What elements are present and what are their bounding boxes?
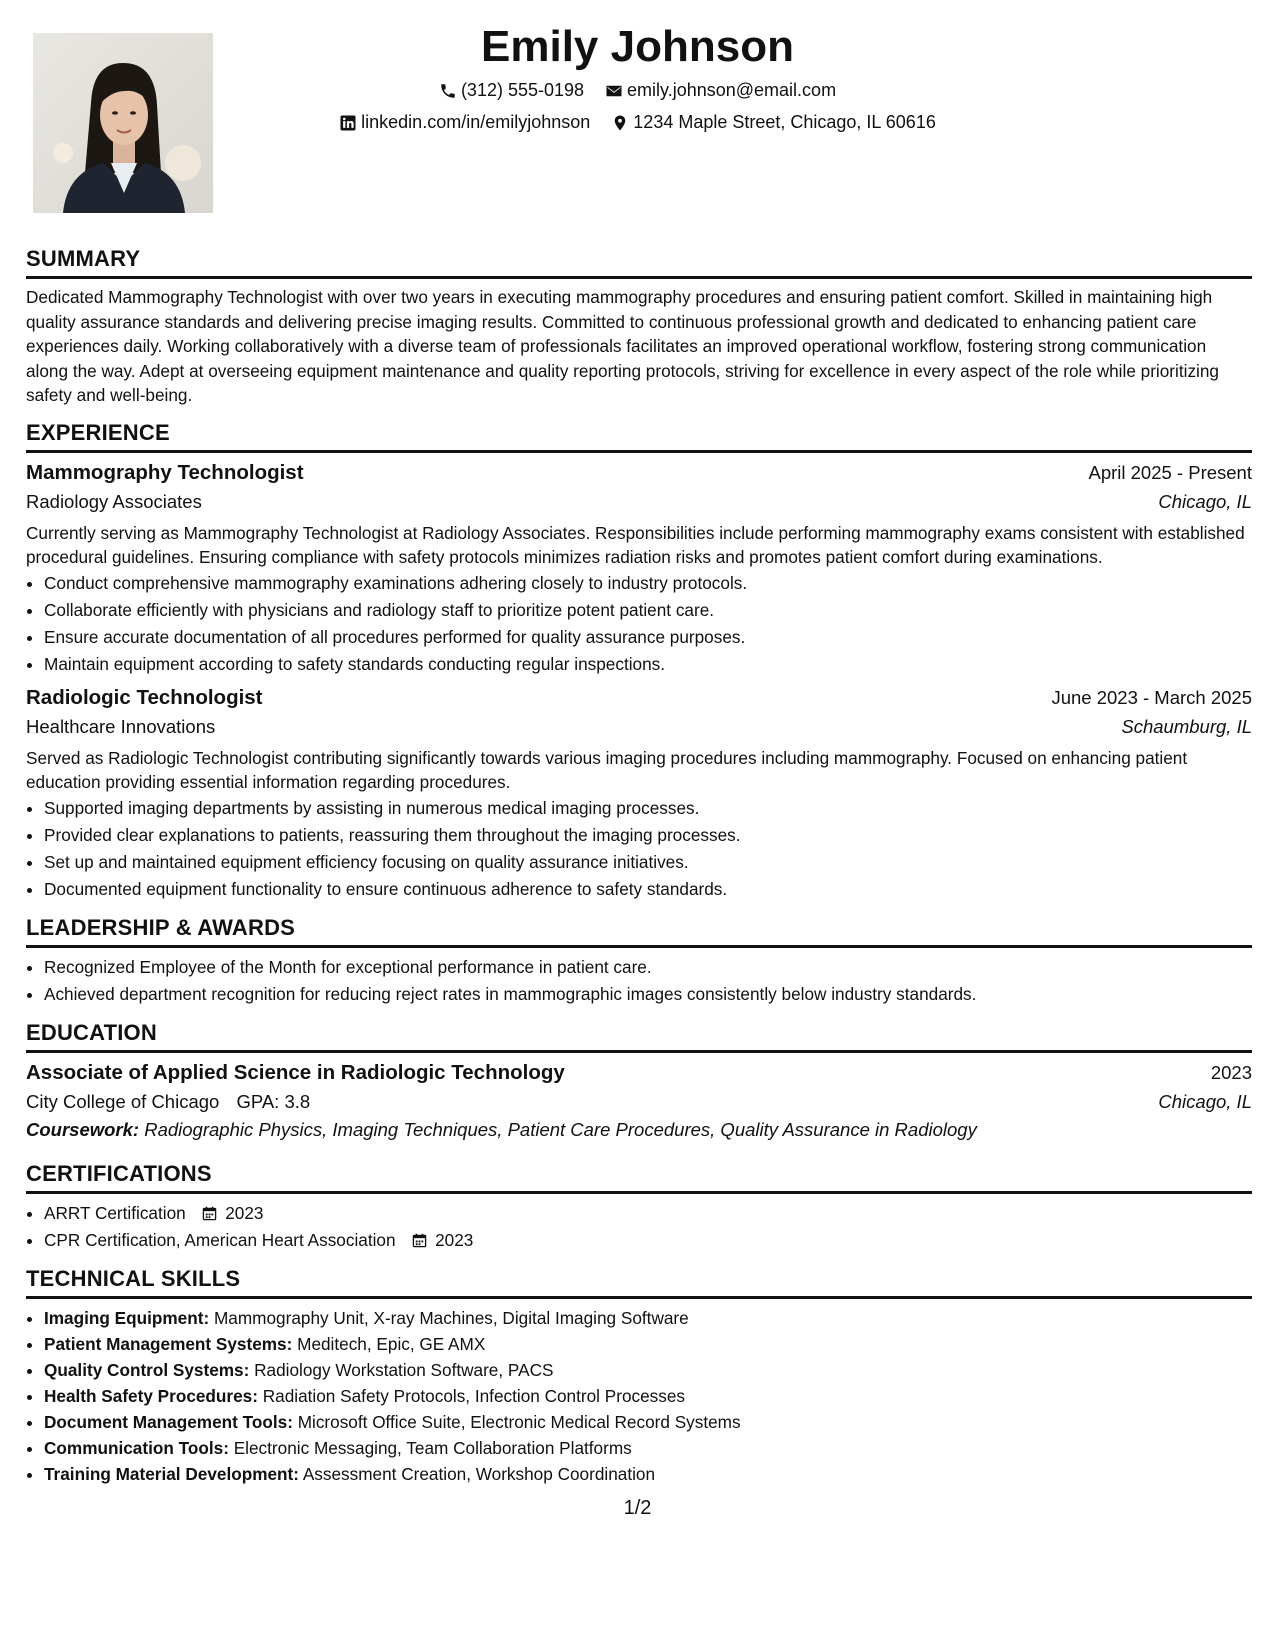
section-title-certifications: CERTIFICATIONS <box>26 1161 1252 1194</box>
street-address: 1234 Maple Street, Chicago, IL 60616 <box>633 112 936 132</box>
linkedin-icon <box>339 114 357 132</box>
page-number: 1/2 <box>623 1497 652 1519</box>
list-item: • Achieved department recognition for reducing reject rates in mammographic images consistently below industry standards. <box>44 981 1252 1008</box>
degree-title: Associate of Applied Science in Radiologic Technology <box>26 1060 565 1084</box>
job-entry <box>26 686 1252 903</box>
list-item: • Supported imaging departments by assisting in numerous medical imaging processes. <box>44 795 1252 822</box>
job-entry <box>26 461 1252 678</box>
skill-label: Document Management Tools: <box>44 1411 293 1432</box>
linkedin-url: linkedin.com/in/emilyjohnson <box>361 112 591 132</box>
skill-label: Training Material Development: <box>44 1463 300 1484</box>
school-info <box>26 1091 310 1113</box>
leadership-list <box>26 954 1252 1008</box>
contact-line-1 <box>0 80 1275 105</box>
job-location: Schaumburg, IL <box>1121 715 1252 737</box>
resume-content <box>26 246 1252 1487</box>
skill-value: Radiology Workstation Software, PACS <box>254 1359 554 1380</box>
job-organization: Healthcare Innovations <box>26 715 216 737</box>
summary-text: Dedicated Mammography Technologist with over two years in executing mammography procedures and ensuring patient comfort. Skilled in maintaining high quality assurance standards and delivering precise imaging results. Committed to continuous professional growth and dedicated to enhancing patient care experiences daily. Working collaboratively with a diverse team of professionals facilitates an improved operational workflow, fostering strong communication along the way. Adept at overseeing equipment maintenance and quality reporting protocols, striving for excellence in every aspect of the role while prioritizing safety and well-being. <box>26 287 1219 405</box>
job-organization: Radiology Associates <box>26 490 202 512</box>
gpa: GPA: 3.8 <box>236 1090 311 1112</box>
graduation-year: 2023 <box>1210 1061 1252 1083</box>
list-item: • Provided clear explanations to patients, reassuring them throughout the imaging processes. <box>44 822 1252 849</box>
skill-label: Health Safety Procedures: <box>44 1385 258 1406</box>
list-item <box>44 1331 1252 1357</box>
skill-label: Imaging Equipment: <box>44 1307 210 1328</box>
candidate-name: Emily Johnson <box>481 22 794 71</box>
certifications-list <box>26 1200 1252 1254</box>
job-description: Served as Radiologic Technologist contributing significantly towards various imaging procedures including mammography. Focused on enhancing patient education providing essential information regarding procedures. <box>26 747 1188 792</box>
phone-contact[interactable] <box>439 80 584 101</box>
skill-value: Mammography Unit, X-ray Machines, Digital Imaging Software <box>213 1307 689 1328</box>
skill-label: Patient Management Systems: <box>44 1333 293 1354</box>
email-contact[interactable] <box>605 80 836 101</box>
skill-value: Meditech, Epic, GE AMX <box>297 1333 486 1354</box>
list-item: • Set up and maintained equipment efficiency focusing on quality assurance initiatives. <box>44 849 1252 876</box>
envelope-icon <box>605 82 623 100</box>
list-item <box>44 1357 1252 1383</box>
coursework <box>26 1119 1252 1141</box>
map-pin-icon <box>611 114 629 132</box>
list-item <box>44 1383 1252 1409</box>
job-title: Mammography Technologist <box>26 460 304 484</box>
job-date: June 2023 - March 2025 <box>1051 686 1252 708</box>
job-title: Radiologic Technologist <box>26 685 263 709</box>
list-item <box>44 1305 1252 1331</box>
list-item: • Maintain equipment according to safety standards conducting regular inspections. <box>44 651 1252 678</box>
skills-list <box>26 1305 1252 1487</box>
contact-line-2 <box>0 112 1275 137</box>
list-item: • Documented equipment functionality to ensure continuous adherence to safety standards. <box>44 876 1252 903</box>
certification-name: ARRT Certification <box>44 1202 186 1223</box>
section-title-education: EDUCATION <box>26 1020 1252 1053</box>
coursework-list: Radiographic Physics, Imaging Techniques, Patient Care Procedures, Quality Assurance in Radiology <box>144 1118 977 1140</box>
job-location: Chicago, IL <box>1158 490 1252 512</box>
list-item <box>44 1461 1252 1487</box>
list-item <box>44 1409 1252 1435</box>
education-section <box>26 1020 1252 1141</box>
certification-name: CPR Certification, American Heart Association <box>44 1229 396 1250</box>
list-item: • Ensure accurate documentation of all procedures performed for quality assurance purposes. <box>44 624 1252 651</box>
certification-year: 2023 <box>435 1229 474 1250</box>
skill-label: Communication Tools: <box>44 1437 229 1458</box>
email-address: emily.johnson@email.com <box>627 80 837 100</box>
section-title-leadership: LEADERSHIP & AWARDS <box>26 915 1252 948</box>
list-item <box>44 1200 1252 1227</box>
skill-label: Quality Control Systems: <box>44 1359 250 1380</box>
section-title-summary: SUMMARY <box>26 246 1252 279</box>
linkedin-contact[interactable] <box>339 112 590 133</box>
list-item: • Collaborate efficiently with physicians and radiology staff to prioritize potent patient care. <box>44 597 1252 624</box>
job-bullets <box>26 570 1252 678</box>
phone-number: (312) 555-0198 <box>460 80 585 100</box>
job-description: Currently serving as Mammography Technologist at Radiology Associates. Responsibilities include performing mammography exams consistent with established procedural guidelines. Ensuring compliance with safety protocols minimizes radiation risks and promotes patient comfort during examinations. <box>26 522 1245 567</box>
phone-icon <box>439 82 457 100</box>
certifications-section <box>26 1161 1252 1254</box>
skill-value: Microsoft Office Suite, Electronic Medical Record Systems <box>297 1411 741 1432</box>
experience-section <box>26 420 1252 903</box>
section-title-skills: TECHNICAL SKILLS <box>26 1266 1252 1299</box>
list-item <box>44 1227 1252 1254</box>
list-item: • Conduct comprehensive mammography examinations adhering closely to industry protocols. <box>44 570 1252 597</box>
job-date: April 2025 - Present <box>1088 461 1252 483</box>
skill-value: Assessment Creation, Workshop Coordination <box>302 1463 656 1484</box>
address-contact <box>611 112 936 133</box>
certification-year: 2023 <box>225 1202 264 1223</box>
skills-section <box>26 1266 1252 1487</box>
school-location: Chicago, IL <box>1158 1090 1252 1112</box>
section-title-experience: EXPERIENCE <box>26 420 1252 453</box>
calendar-icon <box>412 1233 427 1248</box>
skill-value: Radiation Safety Protocols, Infection Control Processes <box>262 1385 686 1406</box>
list-item: • Recognized Employee of the Month for exceptional performance in patient care. <box>44 954 1252 981</box>
coursework-label: Coursework: <box>26 1118 140 1140</box>
job-bullets <box>26 795 1252 903</box>
summary-section <box>26 246 1252 408</box>
list-item <box>44 1435 1252 1461</box>
skill-value: Electronic Messaging, Team Collaboration Platforms <box>233 1437 632 1458</box>
school-name: City College of Chicago <box>26 1090 220 1112</box>
calendar-icon <box>202 1206 217 1221</box>
leadership-section <box>26 915 1252 1008</box>
